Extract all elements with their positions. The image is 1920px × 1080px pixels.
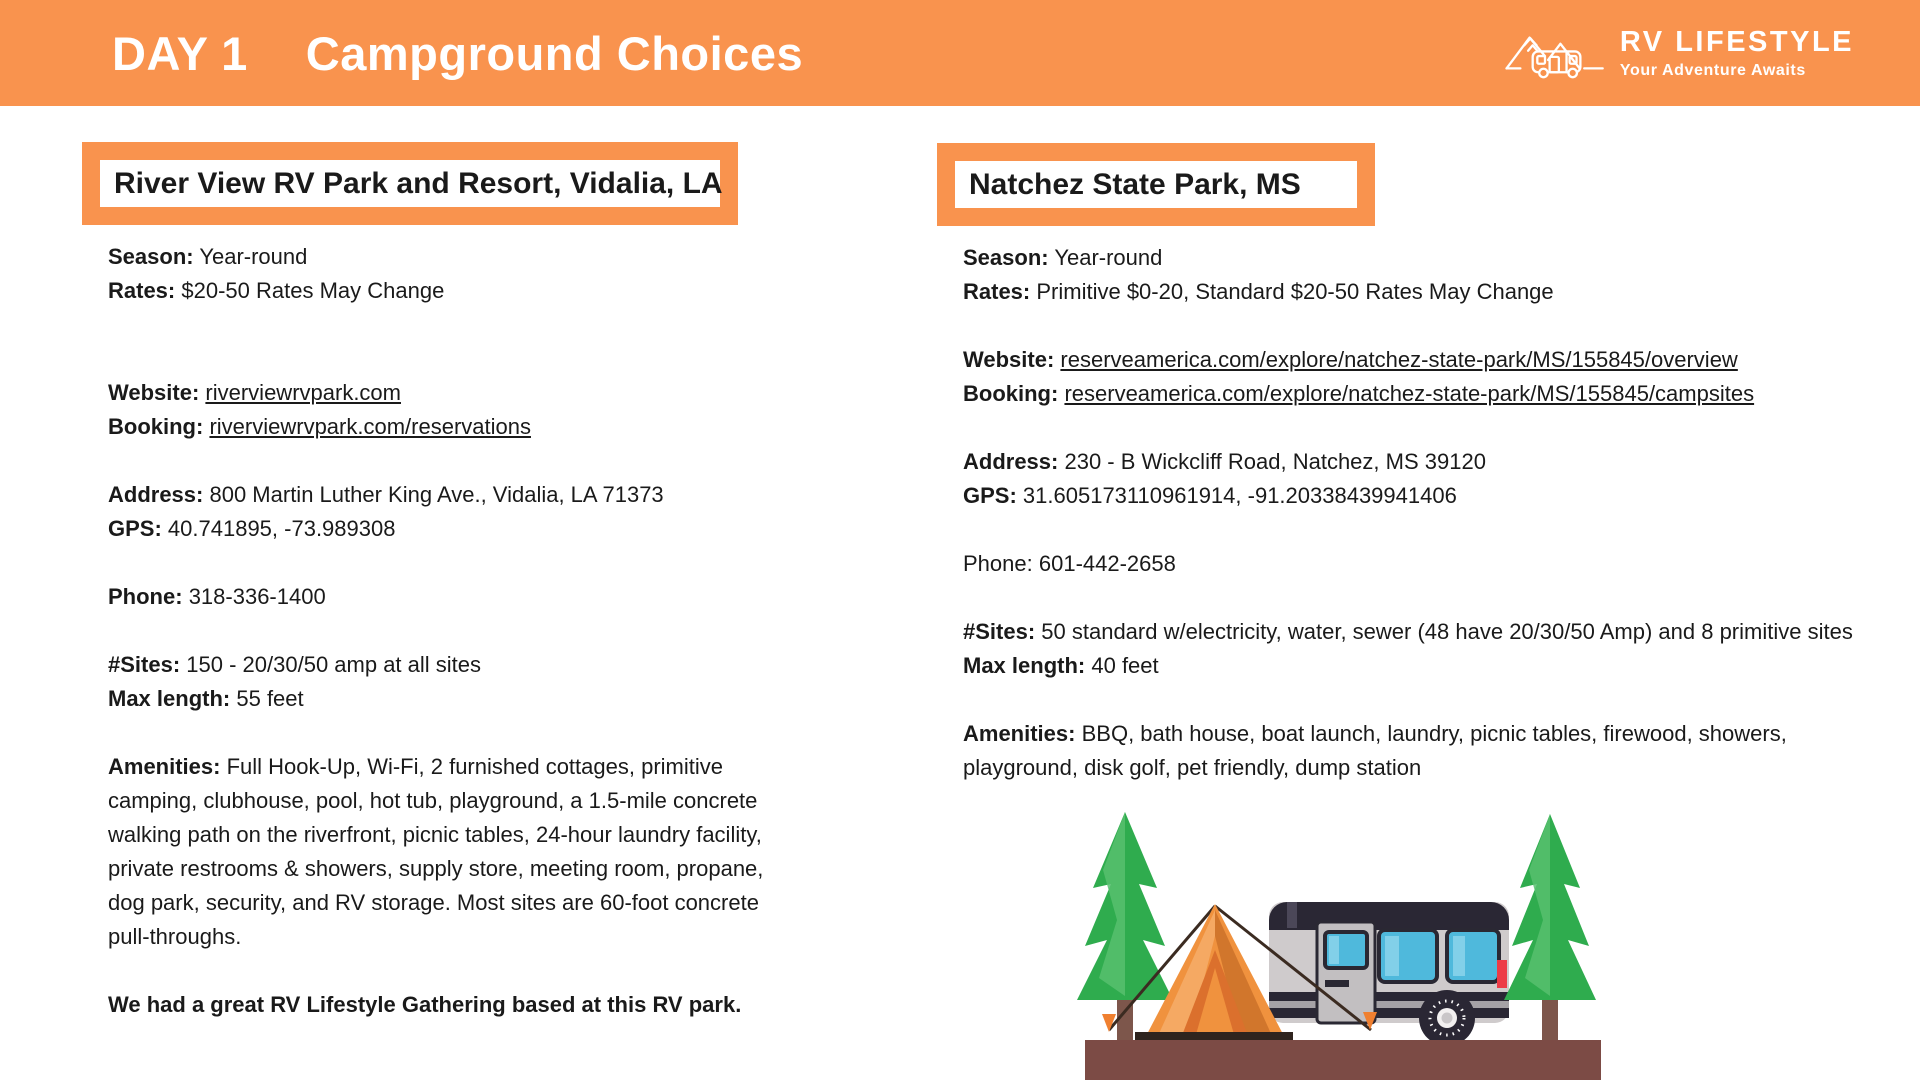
day-label: DAY 1	[112, 26, 248, 80]
website-link[interactable]: reserveamerica.com/explore/natchez-state-park/MS/155845/overview	[1060, 347, 1738, 372]
park-details-riverview	[108, 240, 788, 1022]
park-details-natchez	[963, 241, 1868, 785]
ground-strip	[1085, 1040, 1601, 1080]
website-line	[108, 376, 788, 410]
address-label: Address:	[108, 482, 204, 507]
camping-illustration	[1073, 800, 1613, 1080]
sites-label: #Sites:	[108, 652, 181, 677]
sites-line	[108, 648, 788, 682]
season-value: Year-round	[1054, 245, 1163, 270]
address-value: 800 Martin Luther King Ave., Vidalia, LA 71373	[209, 482, 664, 507]
gps-line	[108, 512, 788, 546]
rv-lifestyle-logo	[1505, 0, 1854, 106]
season-value: Year-round	[199, 244, 308, 269]
max-length-value: 40 feet	[1091, 653, 1159, 678]
park-title-riverview: River View RV Park and Resort, Vidalia, LA	[100, 160, 720, 207]
gps-value: 31.605173110961914, -91.20338439941406	[1022, 483, 1457, 508]
booking-link[interactable]: riverviewrvpark.com/reservations	[209, 414, 531, 439]
phone-value: 601-442-2658	[1038, 551, 1176, 576]
rates-label: Rates:	[108, 278, 176, 303]
header-bar	[0, 0, 1920, 106]
amenities-label: Amenities:	[963, 721, 1076, 746]
rv-logo-icon	[1505, 19, 1605, 87]
season-label: Season:	[963, 245, 1049, 270]
pine-tree-icon-right	[1504, 814, 1596, 1046]
phone-label: Phone:	[108, 584, 183, 609]
park-title-box-natchez	[937, 143, 1375, 226]
amenities-line	[963, 717, 1868, 785]
phone-label: Phone:	[963, 551, 1033, 576]
amenities-value: Full Hook-Up, Wi-Fi, 2 furnished cottages, primitive camping, clubhouse, pool, hot tub, playground, a 1.5-mile concrete walking path on the riverfront, picnic tables, 24-hour laundry facility, private restrooms & showers, supply store, meeting room, propane, dog park, security, and RV storage. Most sites are 60-foot concrete pull-throughs.	[108, 754, 764, 949]
gps-label: GPS:	[108, 516, 162, 541]
phone-line	[108, 580, 788, 614]
sites-value: 50 standard w/electricity, water, sewer (48 have 20/30/50 Amp) and 8 primitive sites	[1041, 619, 1853, 644]
address-line	[108, 478, 788, 512]
gathering-note: We had a great RV Lifestyle Gathering based at this RV park.	[108, 992, 742, 1017]
season-line	[963, 241, 1868, 275]
website-label: Website:	[963, 347, 1055, 372]
rates-value: Primitive $0-20, Standard $20-50 Rates May Change	[1036, 279, 1554, 304]
sites-value: 150 - 20/30/50 amp at all sites	[186, 652, 482, 677]
rates-line	[963, 275, 1868, 309]
rates-label: Rates:	[963, 279, 1031, 304]
max-length-line	[963, 649, 1868, 683]
gps-line	[963, 479, 1868, 513]
address-value: 230 - B Wickcliff Road, Natchez, MS 39120	[1064, 449, 1486, 474]
trailer-wheel-icon	[1419, 990, 1475, 1046]
sites-line	[963, 615, 1868, 649]
season-line	[108, 240, 788, 274]
gps-value: 40.741895, -73.989308	[167, 516, 396, 541]
amenities-line	[108, 750, 788, 954]
address-line	[963, 445, 1868, 479]
page-title	[112, 26, 803, 81]
max-length-label: Max length:	[963, 653, 1086, 678]
max-length-value: 55 feet	[236, 686, 304, 711]
amenities-label: Amenities:	[108, 754, 221, 779]
park-title-box-riverview	[82, 142, 738, 225]
website-link[interactable]: riverviewrvpark.com	[205, 380, 401, 405]
booking-line	[108, 410, 788, 444]
booking-link[interactable]: reserveamerica.com/explore/natchez-state-park/MS/155845/campsites	[1064, 381, 1755, 406]
website-line	[963, 343, 1868, 377]
address-label: Address:	[963, 449, 1059, 474]
amenities-value: BBQ, bath house, boat launch, laundry, picnic tables, firewood, showers, playground, disk golf, pet friendly, dump station	[963, 721, 1787, 780]
park-title-natchez: Natchez State Park, MS	[955, 161, 1357, 208]
sites-label: #Sites:	[963, 619, 1036, 644]
rates-line	[108, 274, 788, 308]
logo-tagline: Your Adventure Awaits	[1619, 61, 1806, 79]
season-label: Season:	[108, 244, 194, 269]
booking-label: Booking:	[963, 381, 1059, 406]
camper-trailer-icon	[1269, 902, 1509, 1046]
max-length-label: Max length:	[108, 686, 231, 711]
phone-value: 318-336-1400	[188, 584, 326, 609]
booking-line	[963, 377, 1868, 411]
logo-text	[1619, 25, 1854, 79]
booking-label: Booking:	[108, 414, 204, 439]
page-title-text: Campground Choices	[305, 26, 804, 80]
phone-line	[963, 547, 1868, 581]
website-label: Website:	[108, 380, 200, 405]
max-length-line	[108, 682, 788, 716]
rates-value: $20-50 Rates May Change	[181, 278, 445, 303]
logo-brand: RV LIFESTYLE	[1619, 25, 1854, 58]
gps-label: GPS:	[963, 483, 1017, 508]
